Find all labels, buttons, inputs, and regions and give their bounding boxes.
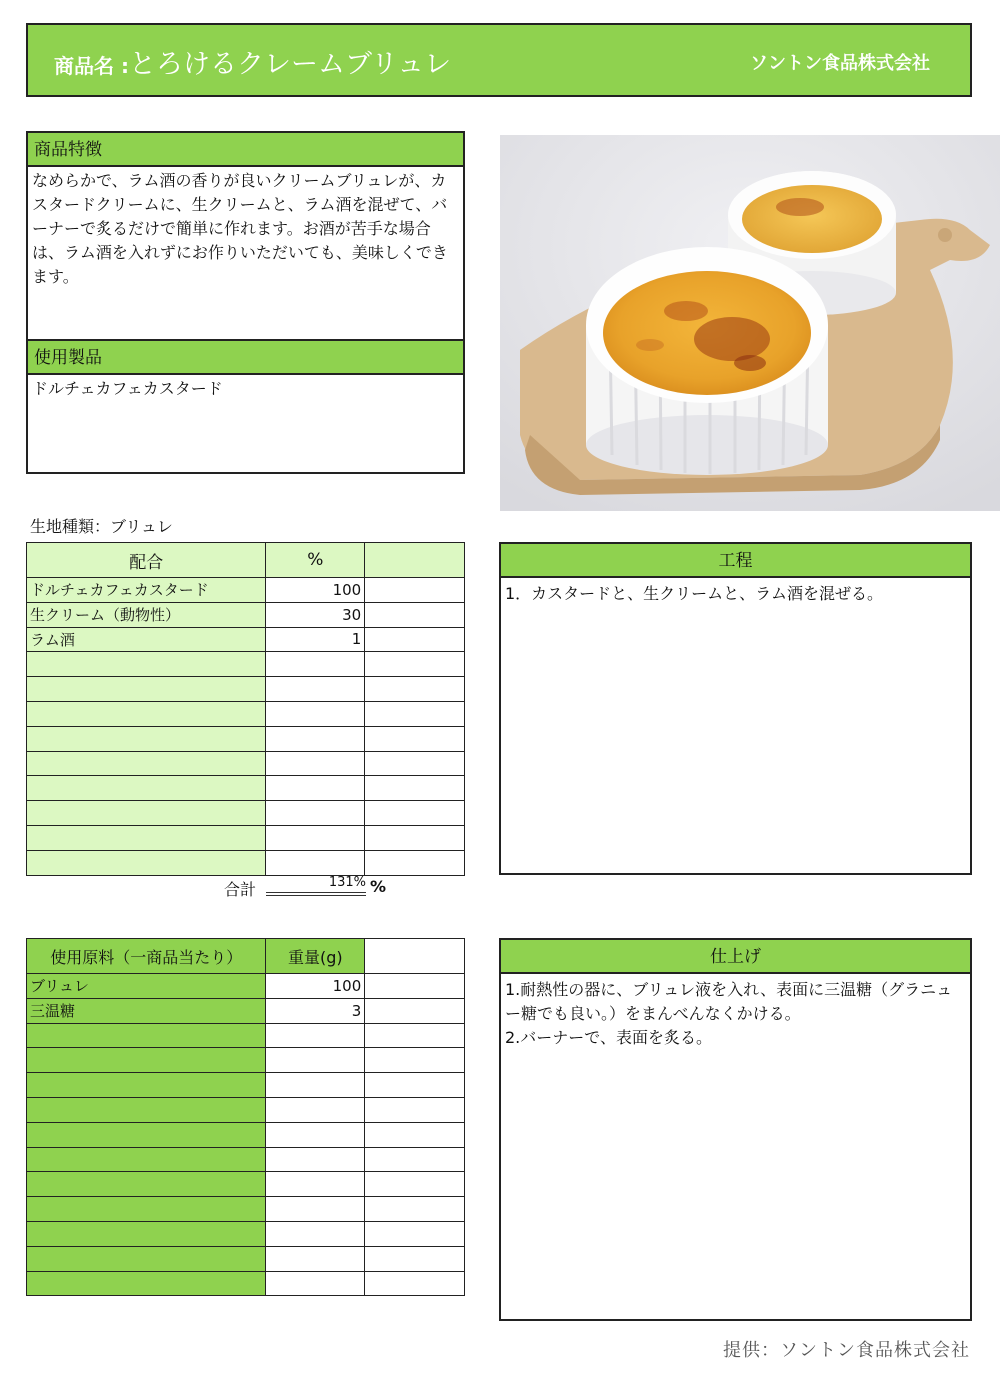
features-box xyxy=(26,131,465,341)
recipe-total-label: 合計 xyxy=(224,880,257,899)
material-weight xyxy=(266,1097,365,1122)
material-name xyxy=(27,1221,266,1246)
recipe-row xyxy=(27,677,465,702)
product-name-label: 商品名 : xyxy=(54,54,129,78)
recipe-row xyxy=(27,627,465,652)
material-weight xyxy=(266,1048,365,1073)
material-name xyxy=(27,1147,266,1172)
recipe-row xyxy=(27,701,465,726)
products-text: ドルチェカフェカスタード xyxy=(32,379,223,398)
recipe-ingredient xyxy=(27,751,266,776)
recipe-ingredient: 生クリーム（動物性） xyxy=(27,602,266,627)
material-name xyxy=(27,1023,266,1048)
credit-line: 提供：ソントン食品株式会社 xyxy=(723,1340,970,1361)
materials-row xyxy=(27,1073,465,1098)
material-name xyxy=(27,1246,266,1271)
recipe-ingredient xyxy=(27,850,266,875)
recipe-extra-cell xyxy=(365,776,465,801)
recipe-ingredient: ドルチェカフェカスタード xyxy=(27,578,266,603)
recipe-extra-cell xyxy=(365,578,465,603)
materials-header-weight: 重量(g) xyxy=(266,939,365,974)
recipe-percent xyxy=(266,726,365,751)
material-name: ブリュレ xyxy=(27,974,266,999)
recipe-ingredient xyxy=(27,677,266,702)
recipe-extra-cell xyxy=(365,726,465,751)
material-extra-cell xyxy=(365,1246,465,1271)
features-text: なめらかで、ラム酒の香りが良いクリームブリュレが、カスタードクリームに、生クリームと、ラム酒を混ぜて、バーナーで炙るだけで簡単に作れます。お酒が苦手な場合は、ラム酒を入れずにお作りいただいても、美味しくできます。 xyxy=(32,171,448,286)
recipe-row xyxy=(27,776,465,801)
recipe-percent: 100 xyxy=(266,578,365,603)
products-heading: 使用製品 xyxy=(28,341,463,375)
materials-row xyxy=(27,1246,465,1271)
recipe-extra-cell xyxy=(365,701,465,726)
material-weight xyxy=(266,1073,365,1098)
material-weight: 100 xyxy=(266,974,365,999)
recipe-percent xyxy=(266,751,365,776)
finishing-step-1: 1.耐熱性の器に、ブリュレ液を入れ、表面に三温糖（グラニュー糖でも良い。）をまんべんなくかける。 xyxy=(505,980,953,1023)
material-weight xyxy=(266,1147,365,1172)
material-extra-cell xyxy=(365,1271,465,1296)
dough-type-label: 生地種類：ブリュレ xyxy=(30,517,173,536)
process-text: 1．カスタードと、生クリームと、ラム酒を混ぜる。 xyxy=(505,584,884,603)
material-extra-cell xyxy=(365,1172,465,1197)
recipe-extra-cell xyxy=(365,627,465,652)
materials-row xyxy=(27,998,465,1023)
recipe-header-extra xyxy=(365,543,465,578)
materials-row xyxy=(27,1271,465,1296)
materials-row xyxy=(27,1097,465,1122)
finishing-body xyxy=(501,974,970,1052)
recipe-row xyxy=(27,726,465,751)
materials-row xyxy=(27,1122,465,1147)
features-heading: 商品特徴 xyxy=(28,133,463,167)
recipe-extra-cell xyxy=(365,850,465,875)
recipe-ingredient xyxy=(27,801,266,826)
materials-header-row xyxy=(27,939,465,974)
material-name xyxy=(27,1073,266,1098)
recipe-row xyxy=(27,801,465,826)
material-name: 三温糖 xyxy=(27,998,266,1023)
recipe-extra-cell xyxy=(365,751,465,776)
process-box xyxy=(499,542,972,875)
recipe-extra-cell xyxy=(365,825,465,850)
material-name xyxy=(27,1097,266,1122)
materials-header-extra xyxy=(365,939,465,974)
recipe-header-name: 配合 xyxy=(27,543,266,578)
recipe-ingredient xyxy=(27,652,266,677)
recipe-percent xyxy=(266,652,365,677)
creme-brulee-photo-illustration xyxy=(500,135,1000,511)
material-extra-cell xyxy=(365,1147,465,1172)
recipe-percent xyxy=(266,825,365,850)
recipe-total-value: 131% xyxy=(266,875,366,896)
products-box xyxy=(26,339,465,474)
material-weight xyxy=(266,1246,365,1271)
material-extra-cell xyxy=(365,1073,465,1098)
material-extra-cell xyxy=(365,1023,465,1048)
recipe-percent: 30 xyxy=(266,602,365,627)
product-photo xyxy=(500,135,1000,511)
materials-row xyxy=(27,1048,465,1073)
finishing-box xyxy=(499,938,972,1321)
materials-row xyxy=(27,1023,465,1048)
company-name: ソントン食品株式会社 xyxy=(750,53,930,74)
recipe-row xyxy=(27,602,465,627)
material-weight xyxy=(266,1197,365,1222)
recipe-row xyxy=(27,751,465,776)
material-extra-cell xyxy=(365,1097,465,1122)
materials-row xyxy=(27,1147,465,1172)
material-name xyxy=(27,1172,266,1197)
material-extra-cell xyxy=(365,1122,465,1147)
material-name xyxy=(27,1122,266,1147)
material-extra-cell xyxy=(365,998,465,1023)
material-extra-cell xyxy=(365,1221,465,1246)
material-weight xyxy=(266,1271,365,1296)
recipe-header-row xyxy=(27,543,465,578)
recipe-percent xyxy=(266,776,365,801)
recipe-table xyxy=(26,542,465,876)
product-title xyxy=(54,42,451,81)
material-weight xyxy=(266,1122,365,1147)
recipe-ingredient xyxy=(27,776,266,801)
header-banner xyxy=(26,23,972,97)
materials-table xyxy=(26,938,465,1296)
recipe-percent xyxy=(266,850,365,875)
material-weight xyxy=(266,1172,365,1197)
recipe-percent xyxy=(266,801,365,826)
recipe-row xyxy=(27,825,465,850)
material-extra-cell xyxy=(365,1048,465,1073)
process-heading: 工程 xyxy=(501,544,970,578)
recipe-row xyxy=(27,652,465,677)
product-name: とろけるクレームブリュレ xyxy=(128,49,452,80)
recipe-extra-cell xyxy=(365,652,465,677)
recipe-percent xyxy=(266,677,365,702)
recipe-ingredient xyxy=(27,825,266,850)
materials-row xyxy=(27,1221,465,1246)
finishing-heading: 仕上げ xyxy=(501,940,970,974)
recipe-row xyxy=(27,850,465,875)
material-name xyxy=(27,1048,266,1073)
recipe-extra-cell xyxy=(365,677,465,702)
materials-header-name: 使用原料（一商品当たり） xyxy=(27,939,266,974)
materials-row xyxy=(27,1197,465,1222)
recipe-percent xyxy=(266,701,365,726)
recipe-extra-cell xyxy=(365,801,465,826)
materials-row xyxy=(27,974,465,999)
material-name xyxy=(27,1271,266,1296)
material-extra-cell xyxy=(365,974,465,999)
finishing-step-2: 2.バーナーで、表面を炙る。 xyxy=(505,1028,712,1047)
recipe-total-unit: % xyxy=(370,877,387,896)
material-weight: 3 xyxy=(266,998,365,1023)
recipe-ingredient: ラム酒 xyxy=(27,627,266,652)
material-weight xyxy=(266,1221,365,1246)
recipe-row xyxy=(27,578,465,603)
recipe-header-pct: % xyxy=(266,543,365,578)
recipe-percent: 1 xyxy=(266,627,365,652)
materials-row xyxy=(27,1172,465,1197)
material-name xyxy=(27,1197,266,1222)
material-extra-cell xyxy=(365,1197,465,1222)
material-weight xyxy=(266,1023,365,1048)
recipe-ingredient xyxy=(27,726,266,751)
recipe-extra-cell xyxy=(365,602,465,627)
recipe-ingredient xyxy=(27,701,266,726)
